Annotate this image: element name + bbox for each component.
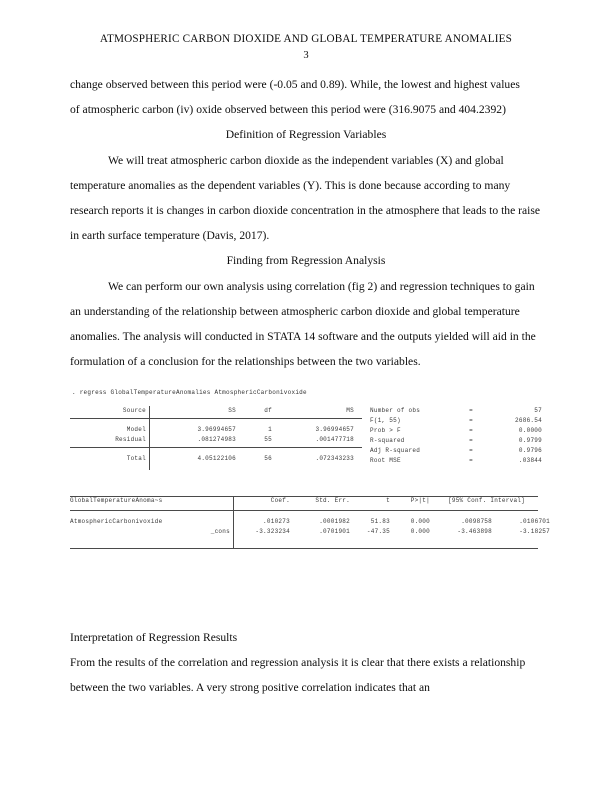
anova-divider-cell [146,435,156,445]
anova-model-df: 1 [268,425,272,433]
heading-definition-of-regression-variables: Definition of Regression Variables [225,128,387,142]
coefficients-divider-cell [230,496,238,506]
stat-equals: = [469,407,473,415]
stata-regression-output [70,388,550,558]
stat-equals: = [469,416,473,424]
anova-divider-cell [146,425,156,435]
anova-divider-cell [146,454,156,464]
coefficients-p-atmospheric-carbon: 0.000 [410,517,430,525]
coefficients-dependent-variable: GlobalTemperatureAnoma~s [70,497,163,505]
anova-residual-df: 55 [264,435,272,443]
stat-label-root-mse: Root MSE [370,456,401,464]
coefficients-term-atmospheric-carbon: AtmosphericCarbonivoxide [70,517,163,525]
anova-header-ms: MS [346,407,354,415]
paragraph-finding: We can perform our own analysis using correlation (fig 2) and regression techniques to gain an understanding of the relationship between atmospheric carbon dioxide and global temperature anomalies. The analysis will conducted in STATA 14 software and the outputs yielded will aid in the formulation of a conclusion for the relationships between the two variables. [70,279,536,369]
anova-row-model [70,425,362,435]
coefficients-coef-cons: -3.323234 [255,527,290,535]
coefficients-top-rule [70,496,538,497]
stat-value-prob-f: 0.0000 [518,426,542,434]
stat-equals: = [469,456,473,464]
anova-left-panel [70,406,362,464]
coefficients-std-err-cons: .0701901 [319,527,350,535]
paragraph-interpretation: From the results of the correlation and regression analysis it is clear that there exists a relationship between the two variables. A very strong positive correlation indicates that an [70,656,526,695]
coefficients-divider-cell [230,527,238,537]
coefficients-ci-high-cons: -3.18257 [519,527,550,535]
running-head: ATMOSPHERIC CARBON DIOXIDE AND GLOBAL TEMPERATURE ANOMALIES [99,33,513,45]
anova-model-ms: 3.96994657 [315,425,354,433]
anova-total-df: 56 [264,454,272,462]
stat-value-root-mse: .03844 [518,456,542,464]
anova-row-total [70,454,362,464]
stat-row-r-squared [370,436,545,446]
anova-label-total: Total [126,454,146,462]
anova-vertical-rule [149,406,150,470]
paragraph-continued-line1: change observed between this period were (-0.05 and 0.89). While, the lowest and highest values [70,78,520,91]
coefficients-header-t: t [386,497,390,505]
anova-header-source: Source [122,407,146,415]
coefficients-bottom-rule [70,548,538,549]
anova-header-row [70,406,362,416]
anova-row-residual [70,435,362,445]
coefficients-ci-low-cons: -3.463898 [457,527,492,535]
stat-value-f-statistic: 2686.54 [515,416,542,424]
anova-divider-cell [146,406,156,416]
coefficients-row-cons [70,527,550,537]
anova-header-ss: SS [228,407,236,415]
coefficients-std-err-atmospheric-carbon: .0001982 [319,517,350,525]
coefficients-vertical-rule [233,496,234,548]
stat-row-adj-r-squared [370,446,545,456]
coefficients-t-atmospheric-carbon: 51.83 [370,517,390,525]
stat-label-prob-f: Prob > F [370,426,401,434]
stat-row-root-mse [370,456,545,466]
stat-row-prob-f [370,426,545,436]
document-body-bottom [70,625,542,701]
stat-equals: = [469,446,473,454]
coefficients-table [70,496,550,558]
stat-value-number-of-obs: 57 [534,407,542,415]
model-statistics-panel [370,406,545,465]
stat-value-r-squared: 0.9799 [518,436,542,444]
coefficients-header-std-err: Std. Err. [315,497,350,505]
document-body [70,72,550,558]
paragraph-definition: We will treat atmospheric carbon dioxide as the independent variables (X) and global temperature anomalies as the dependent variables (Y). This is done because according to many research reports it is changes in carbon dioxide concentration in the atmosphere that leads to the raise in earth surface temperature (Davis, 2017). [70,153,541,243]
coefficients-term-cons: _cons [210,527,230,535]
anova-table [70,406,540,480]
stata-command-line: . regress GlobalTemperatureAnomalies AtmosphericCarbonivoxide [72,389,307,397]
anova-residual-ms: .001477718 [315,435,354,443]
coefficients-coef-atmospheric-carbon: .010273 [263,517,290,525]
stat-label-f-statistic: F(1, 55) [370,416,401,424]
stat-label-number-of-obs: Number of obs [370,407,421,415]
anova-residual-ss: .081274983 [197,435,236,443]
stat-equals: = [469,426,473,434]
coefficients-header-p: P>|t| [410,497,430,505]
stat-row-f-statistic [370,416,545,426]
coefficients-ci-low-atmospheric-carbon: .0098758 [461,517,492,525]
page-number: 3 [303,50,309,61]
stat-value-adj-r-squared: 0.9796 [518,446,542,454]
coefficients-header-row [70,496,540,506]
anova-middle-rule [70,447,362,448]
coefficients-header-rule [70,510,538,511]
anova-label-model: Model [126,425,146,433]
anova-header-df: df [264,407,272,415]
anova-total-ms: .072343233 [315,454,354,462]
stat-label-adj-r-squared: Adj R-squared [370,446,421,454]
coefficients-ci-high-atmospheric-carbon: .0106701 [519,517,550,525]
stat-equals: = [469,436,473,444]
coefficients-header-coef: Coef. [270,497,290,505]
anova-label-residual: Residual [115,435,146,443]
stat-label-r-squared: R-squared [370,436,405,444]
heading-finding-from-regression-analysis: Finding from Regression Analysis [226,254,386,268]
coefficients-p-cons: 0.000 [410,527,430,535]
coefficients-row-atmospheric-carbon [70,517,550,527]
coefficients-divider-cell [230,517,238,527]
paragraph-continued-line2: of atmospheric carbon (iv) oxide observed between this period were (316.9075 and 404.2392) [70,103,506,117]
anova-model-ss: 3.96994657 [197,425,236,433]
heading-interpretation-of-regression-results: Interpretation of Regression Results [70,631,238,644]
anova-total-ss: 4.05122106 [197,454,236,462]
anova-top-rule [70,418,362,419]
coefficients-header-conf-interval: [95% Conf. Interval] [448,497,526,505]
stat-row-number-of-obs [370,406,545,416]
coefficients-t-cons: -47.35 [366,527,390,535]
